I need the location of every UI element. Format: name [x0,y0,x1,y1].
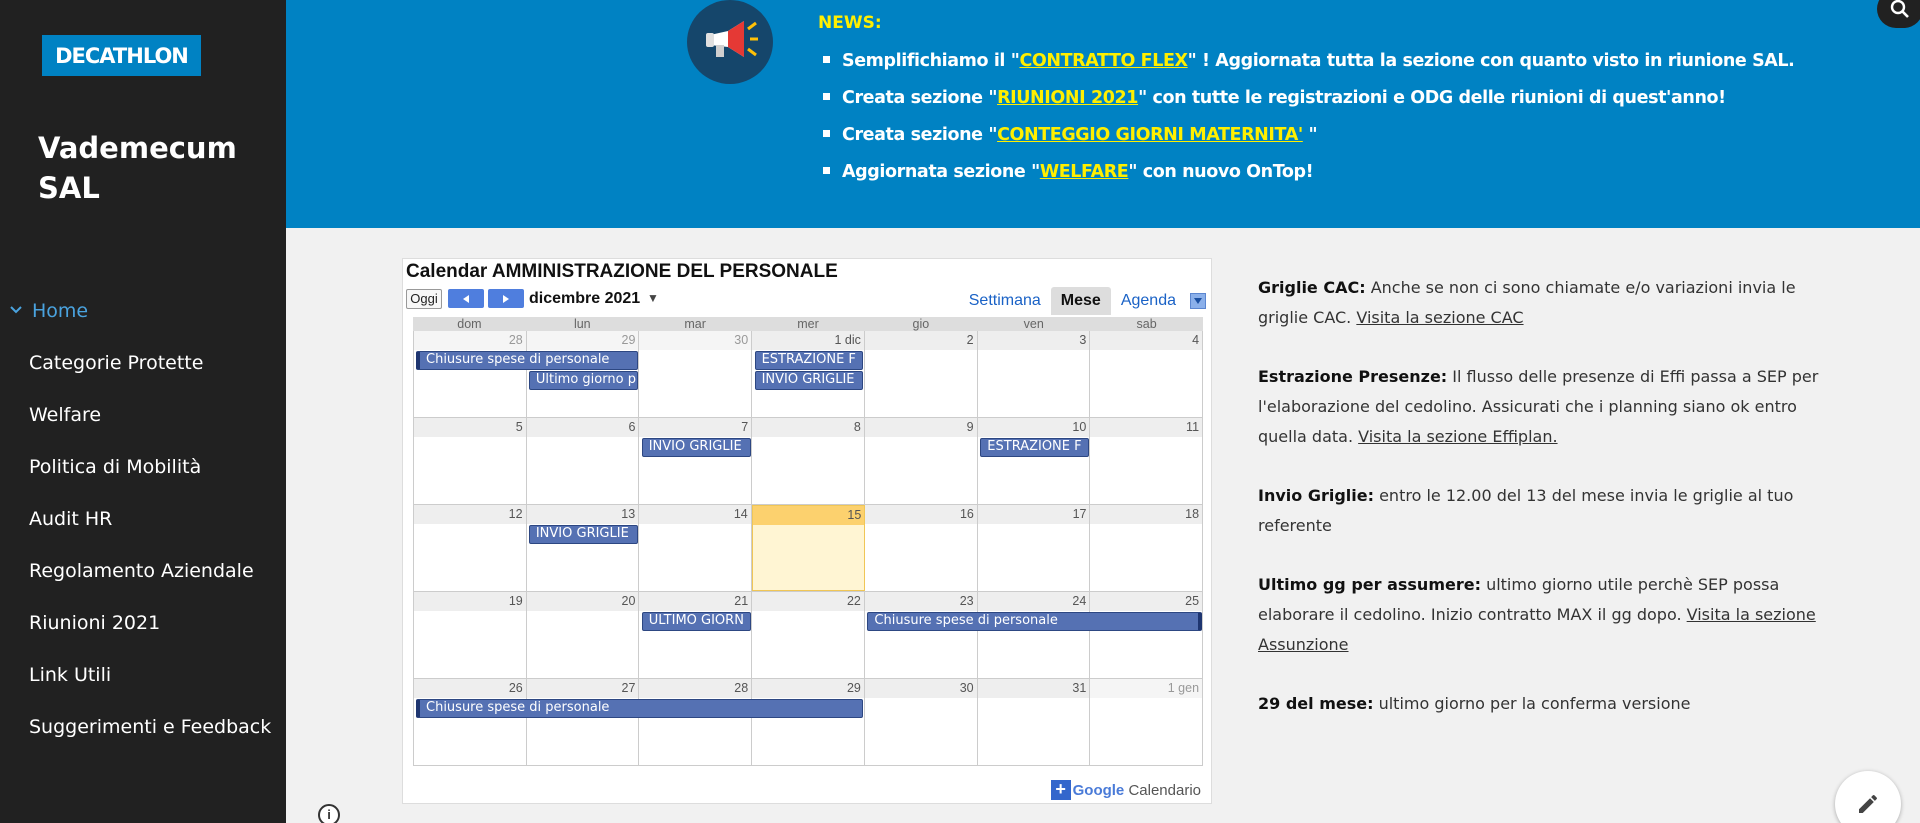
next-month-button[interactable] [488,289,524,308]
bullet [823,167,830,174]
news-link[interactable]: RIUNIONI 2021 [997,88,1139,108]
sidebar [0,0,286,823]
calendar-day[interactable] [978,592,1091,678]
calendar-day[interactable] [639,679,752,765]
weekday-label: dom [457,317,482,331]
day-number: 1 dic [752,331,864,350]
sidebar-item-regolamento-aziendale[interactable] [0,550,286,602]
calendar-day[interactable] [1090,418,1202,504]
info-paragraph [1258,689,1828,719]
calendar-day[interactable] [414,592,527,678]
calendar-week [413,679,1203,766]
nav-label: Audit HR [29,508,113,530]
calendar-event[interactable] [867,612,1202,631]
day-number: 28 [639,679,751,698]
pencil-icon [1856,792,1880,816]
calendar-day[interactable] [639,331,752,417]
calendar-day[interactable] [414,505,527,591]
info-paragraph [1258,362,1828,452]
event-label: INVIO GRIGLIE [761,372,855,387]
day-number: 19 [414,592,526,611]
calendar-title: Calendar AMMINISTRAZIONE DEL PERSONALE [406,261,838,282]
calendar-day[interactable] [865,592,978,678]
view-tabs [959,287,1206,315]
bullet [823,56,830,63]
event-label: Chiusure spese di personale [426,700,610,715]
day-number: 31 [978,679,1090,698]
calendar-day[interactable] [639,592,752,678]
sidebar-item-categorie-protette[interactable] [0,342,286,394]
add-to-google-calendar[interactable] [1051,780,1201,800]
edit-button[interactable] [1835,771,1901,823]
calendar-footer-label: Calendario [1128,781,1201,799]
plus-icon: + [1051,780,1071,800]
weekday-label: sab [1136,317,1157,331]
event-label: Ultimo giorno p [535,372,636,387]
calendar-event[interactable] [755,371,864,390]
arrow-right-icon [501,294,511,304]
calendar-day[interactable] [978,679,1091,765]
calendar-event[interactable] [755,351,864,370]
nav-label: Link Utili [29,664,112,686]
news-item: Creata sezione "CONTEGGIO GIORNI MATERNITA' " [823,120,1794,157]
weekday-header [413,317,1203,331]
calendar-day[interactable] [752,505,866,591]
nav-label: Categorie Protette [29,352,204,374]
day-number: 30 [865,679,977,698]
news-list [823,46,1794,194]
info-paragraph [1258,570,1828,660]
info-text: entro le 12.00 del 13 del mese invia le griglie al tuo referente [1258,486,1794,535]
day-number: 22 [752,592,864,611]
day-number: 12 [414,505,526,524]
bullet [823,93,830,100]
day-number: 13 [527,505,639,524]
calendar-event[interactable] [980,438,1089,457]
calendar-week [413,505,1203,592]
day-number: 26 [414,679,526,698]
day-number: 14 [639,505,751,524]
tab-agenda[interactable]: Agenda [1120,292,1176,309]
day-number: 24 [978,592,1090,611]
calendar-day[interactable] [414,331,527,417]
day-number: 3 [978,331,1090,350]
info-term: Estrazione Presenze: [1258,367,1448,386]
prev-month-button[interactable] [448,289,484,308]
day-number: 15 [753,506,865,525]
info-term: Griglie CAC: [1258,278,1366,297]
news-item: Semplifichiamo il "CONTRATTO FLEX" ! Aggiornata tutta la sezione con quanto visto in riunione SAL. [823,46,1794,83]
event-label: ULTIMO GIORN [648,613,744,628]
day-number: 25 [1090,592,1202,611]
calendar-event[interactable] [642,612,751,631]
weekday-label: ven [1023,317,1044,331]
tab-mese[interactable]: Mese [1051,287,1111,315]
calendar-event[interactable] [642,438,751,457]
calendar-day[interactable] [639,418,752,504]
info-link[interactable]: Visita la sezione Assunzione [1258,605,1816,654]
calendar-day[interactable] [1090,592,1202,678]
calendar-event[interactable] [416,351,638,370]
event-label: ESTRAZIONE F [761,352,856,367]
news-title: NEWS: [818,13,882,33]
sidebar-item-politica-di-mobilit-[interactable] [0,446,286,498]
info-text: Il flusso delle presenze di Effi passa a SEP per l'elaborazione del cedolino. Assicurati che i planning siano ok entro quella data. [1258,367,1819,446]
calendar-day[interactable] [527,418,640,504]
search-button[interactable] [1877,0,1920,28]
today-button[interactable]: Oggi [406,289,442,309]
nav-label: Riunioni 2021 [29,612,161,634]
info-text: Anche se non ci sono chiamate e/o variazioni invia le griglie CAC. [1258,278,1796,327]
info-paragraph [1258,273,1828,333]
google-logo: Google [1072,781,1125,799]
calendar-event[interactable] [529,525,638,544]
calendar-legend-info [1258,273,1828,748]
bullet [823,130,830,137]
sidebar-item-welfare[interactable] [0,394,286,446]
day-number: 30 [639,331,751,350]
day-number: 23 [865,592,977,611]
calendar-day[interactable] [752,592,865,678]
calendar-event[interactable] [416,699,863,718]
calendar-day[interactable] [639,505,752,591]
calendar-day[interactable] [1090,505,1202,591]
megaphone-icon [687,0,773,84]
day-number: 17 [978,505,1090,524]
calendar-grid [413,317,1203,766]
day-number: 10 [978,418,1090,437]
calendar-day[interactable] [752,679,865,765]
day-number: 16 [865,505,977,524]
calendar-week [413,331,1203,418]
day-number: 18 [1090,505,1202,524]
info-text: ultimo giorno per la conferma versione [1373,694,1691,713]
day-number: 21 [639,592,751,611]
nav-label: Home [32,300,89,322]
calendar-day[interactable] [527,679,640,765]
day-number: 5 [414,418,526,437]
calendar-day[interactable] [527,505,640,591]
month-label: dicembre 2021 [529,290,641,307]
day-number: 27 [527,679,639,698]
nav-label: Regolamento Aziendale [29,560,254,582]
calendar-day[interactable] [414,418,527,504]
event-label: Chiusure spese di personale [874,613,1058,628]
search-icon [1889,0,1911,20]
google-calendar-embed [402,258,1212,804]
calendar-day[interactable] [752,418,865,504]
day-number: 2 [865,331,977,350]
day-number: 7 [639,418,751,437]
calendar-day[interactable] [1090,679,1202,765]
site-title[interactable]: Vademecum SAL [38,131,237,205]
calendar-day[interactable] [527,592,640,678]
calendar-week [413,418,1203,505]
nav-label: Suggerimenti e Feedback [29,716,272,738]
weekday-label: mar [684,317,706,331]
news-item: Aggiornata sezione "WELFARE" con nuovo OnTop! [823,157,1794,194]
info-term: Ultimo gg per assumere: [1258,575,1481,594]
event-label: INVIO GRIGLIE [648,439,742,454]
nav-label: Politica di Mobilità [29,456,202,478]
info-paragraph [1258,481,1828,541]
tab-settimana[interactable]: Settimana [968,292,1041,309]
calendar-day[interactable] [978,331,1091,417]
day-number: 29 [527,331,639,350]
info-text: ultimo giorno utile perchè SEP possa elaborare il cedolino. Inizio contratto MAX il gg dopo. [1258,575,1780,624]
calendar-event[interactable] [529,371,638,390]
sidebar-nav [0,290,286,758]
sidebar-item-suggerimenti-e-feedback[interactable] [0,706,286,758]
calendar-day[interactable] [865,505,978,591]
day-number: 29 [752,679,864,698]
news-banner [286,0,1920,228]
news-item: Creata sezione "RIUNIONI 2021" con tutte le registrazioni e ODG delle riunioni di quest'anno! [823,83,1794,120]
day-number: 8 [752,418,864,437]
day-number: 9 [865,418,977,437]
weekday-label: mer [797,317,819,331]
calendar-day[interactable] [1090,331,1202,417]
calendar-week [413,592,1203,679]
news-link[interactable]: WELFARE [1039,162,1129,182]
info-link[interactable]: Visita la sezione CAC [1356,308,1524,327]
weekday-label: lun [573,317,591,331]
view-dropdown-icon[interactable] [1190,293,1206,309]
sidebar-item-audit-hr[interactable] [0,498,286,550]
calendar-day[interactable] [414,679,527,765]
event-label: Chiusure spese di personale [426,352,610,367]
day-number: 4 [1090,331,1202,350]
sidebar-item-link-utili[interactable] [0,654,286,706]
day-number: 28 [414,331,526,350]
day-number: 20 [527,592,639,611]
month-dropdown-icon[interactable]: ▼ [647,291,659,305]
info-term: 29 del mese: [1258,694,1374,713]
news-link[interactable]: CONTEGGIO GIORNI MATERNITA' [997,125,1303,145]
calendar-day[interactable] [865,331,978,417]
sidebar-item-riunioni-2021[interactable] [0,602,286,654]
day-number: 1 gen [1090,679,1202,698]
calendar-day[interactable] [978,418,1091,504]
calendar-toolbar [406,287,1206,311]
event-label: ESTRAZIONE F [987,439,1082,454]
info-icon[interactable]: i [318,804,340,823]
day-number: 11 [1090,418,1202,437]
news-link[interactable]: CONTRATTO FLEX [1019,51,1188,71]
info-term: Invio Griglie: [1258,486,1374,505]
day-number: 6 [527,418,639,437]
nav-label: Welfare [29,404,102,426]
arrow-left-icon [461,294,471,304]
sidebar-item-home[interactable] [0,290,286,342]
calendar-day[interactable] [865,418,978,504]
calendar-day[interactable] [865,679,978,765]
info-link[interactable]: Visita la sezione Effiplan. [1358,427,1558,446]
weekday-label: gio [912,317,930,331]
decathlon-logo[interactable]: DECATHLON [42,35,201,76]
event-label: INVIO GRIGLIE [535,526,629,541]
calendar-day[interactable] [978,505,1091,591]
chevron-down-icon [8,302,24,318]
